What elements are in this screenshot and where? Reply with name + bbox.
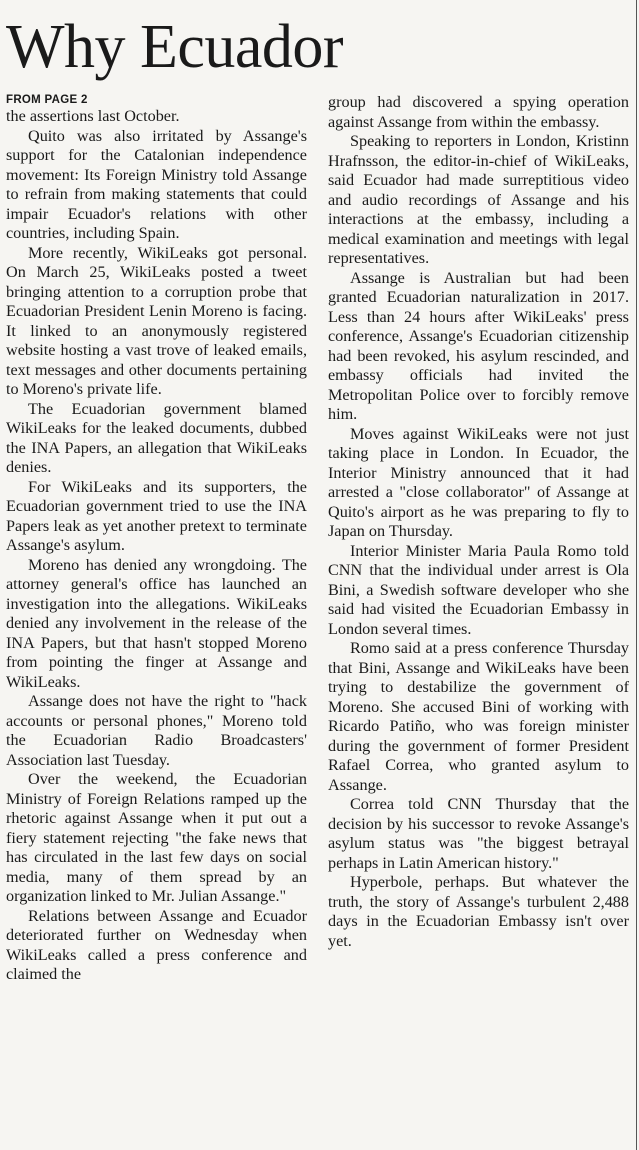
paragraph: Quito was also irritated by Assange's support for the Catalonian independence movement: Its Foreign Ministry told Assange to refrain from making statements that could impair Ecuador's relations with other countries, including Spain. [6, 126, 307, 242]
paragraph: Hyperbole, perhaps. But whatever the truth, the story of Assange's turbulent 2,488 days in the Ecuadorian Embassy isn't over yet. [328, 873, 629, 950]
page-edge-rule [636, 0, 637, 1150]
paragraph: Relations between Assange and Ecuador deteriorated further on Wednesday when WikiLeaks called a press conference and claimed the [6, 906, 307, 983]
paragraph: Correa told CNN Thursday that the decision by his successor to revoke Assange's asylum status was "the biggest betrayal perhaps in Latin American history." [328, 795, 629, 872]
paragraph: More recently, WikiLeaks got personal. On March 25, WikiLeaks posted a tweet bringing attention to a corruption probe that Ecuadorian President Lenin Moreno is facing. It linked to an anonymously registered website hosting a vast trove of leaked emails, text messages and other documents pertaining to Moreno's private life. [6, 243, 307, 398]
from-page-kicker: FROM PAGE 2 [6, 94, 88, 106]
paragraph: Assange is Australian but had been granted Ecuadorian naturalization in 2017. Less than 24 hours after WikiLeaks' press conference, Assange's Ecuadorian citizenship had been revoked, his asylum rescinded, and embassy officials had invited the Metropolitan Police over to forcibly remove him. [328, 268, 629, 423]
paragraph: group had discovered a spying operation against Assange from within the embassy. [328, 93, 629, 131]
headline: Why Ecuador [6, 13, 344, 81]
paragraph: Moreno has denied any wrongdoing. The attorney general's office has launched an investigation into the allegations. WikiLeaks denied any involvement in the release of the INA Papers, but that hasn't stopped Moreno from pointing the finger at Assange and WikiLeaks. [6, 555, 307, 691]
right-column [328, 93, 629, 951]
paragraph: Moves against WikiLeaks were not just taking place in London. In Ecuador, the Interior Ministry announced that it had arrested a "close collaborator" of Assange at Quito's airport as he was preparing to fly to Japan on Thursday. [328, 424, 629, 540]
paragraph: The Ecuadorian government blamed WikiLeaks for the leaked documents, dubbed the INA Papers, an allegation that WikiLeaks denies. [6, 399, 307, 476]
paragraph: the assertions last October. [6, 107, 180, 125]
paragraph: Over the weekend, the Ecuadorian Ministry of Foreign Relations ramped up the rhetoric against Assange when it put out a fiery statement rejecting "the fake news that has circulated in the last few days on social media, many of them spread by an organization linked to Mr. Julian Assange." [6, 770, 307, 905]
paragraph: For WikiLeaks and its supporters, the Ecuadorian government tried to use the INA Papers leak as yet another pretext to terminate Assange's asylum. [6, 477, 307, 554]
paragraph: Speaking to reporters in London, Kristinn Hrafnsson, the editor-in-chief of WikiLeaks, said Ecuador had made surreptitious video and audio recordings of Assange and his interactions at the embassy, including a medical examination and meetings with legal representatives. [328, 132, 629, 267]
paragraph: Interior Minister Maria Paula Romo told CNN that the individual under arrest is Ola Bini, a Swedish software developer who she said had visited the Ecuadorian Embassy in London several times. [328, 541, 629, 638]
paragraph: Assange does not have the right to "hack accounts or personal phones," Moreno told the Ecuadorian Radio Broadcasters' Association last Tuesday. [6, 692, 307, 769]
left-column [6, 93, 307, 985]
paragraph: Romo said at a press conference Thursday that Bini, Assange and WikiLeaks have been trying to destabilize the government of Moreno. She accused Bini of working with Ricardo Patiño, who was foreign minister during the government of former President Rafael Correa, who granted asylum to Assange. [328, 639, 629, 794]
